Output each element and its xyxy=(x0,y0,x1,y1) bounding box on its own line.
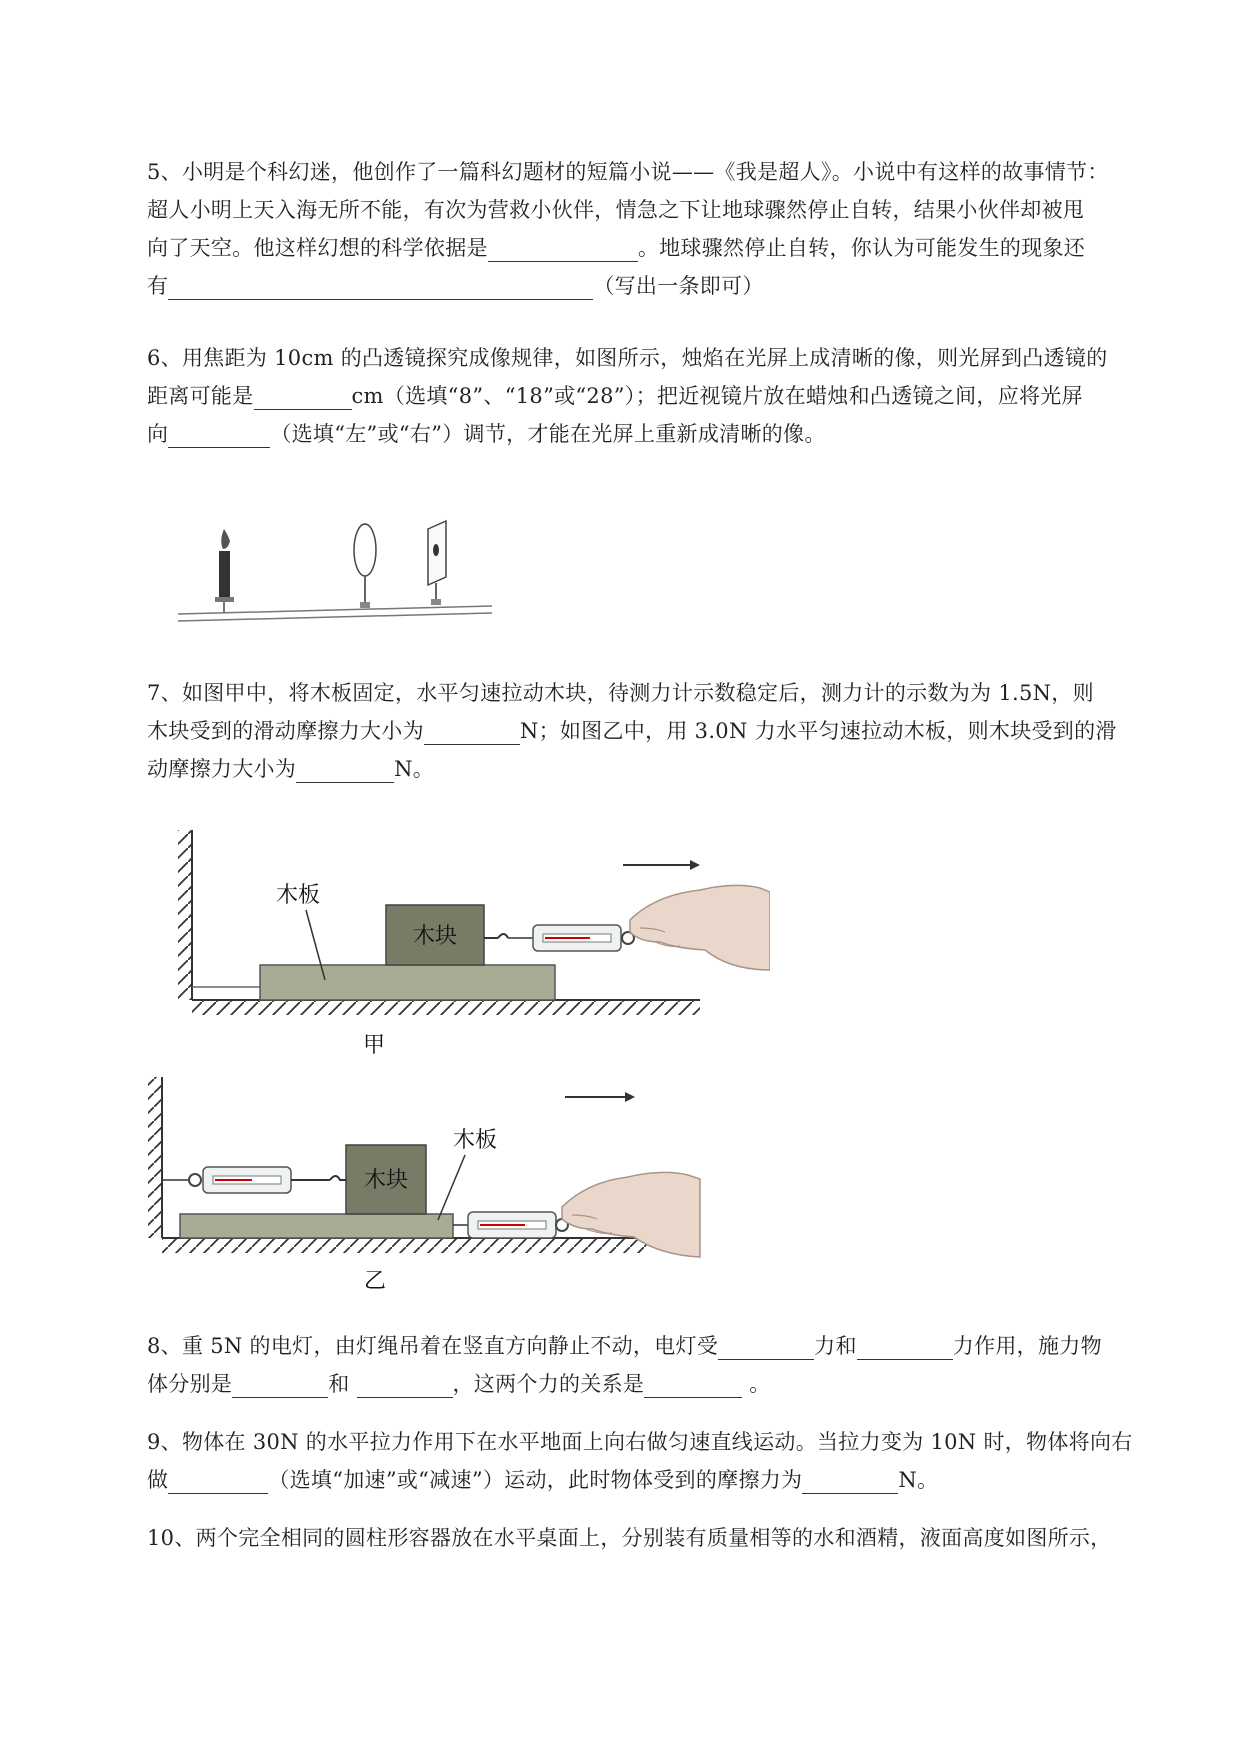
q7-line-3 xyxy=(147,753,434,783)
q8-answer-blank-5[interactable] xyxy=(644,1375,742,1398)
optical-bench-figure xyxy=(170,505,500,630)
q7-answer-blank-2[interactable] xyxy=(296,760,394,783)
q7-line-2 xyxy=(147,715,1117,745)
q8-line-1 xyxy=(147,1330,1102,1360)
optical-bench xyxy=(178,606,492,621)
wooden-board xyxy=(180,1214,453,1238)
q9-answer-blank-2[interactable] xyxy=(802,1471,898,1494)
board-label: 木板 xyxy=(275,883,321,908)
pulling-spring-scale xyxy=(453,1212,568,1238)
q6-answer-blank-2[interactable] xyxy=(168,425,270,448)
q5-line-2: 超人小明上天入海无所不能，有次为营救小伙伴，情急之下让地球骤然停止自转，结果小伙伴却被甩 xyxy=(147,198,1085,222)
q6-line-2 xyxy=(147,380,1083,410)
q5-line-4 xyxy=(147,270,764,300)
q6-line-1: 6、用焦距为 10cm 的凸透镜探究成像规律，如图所示，烛焰在光屏上成清晰的像，则光屏到凸透镜的 xyxy=(147,346,1108,370)
q5-text: 。地球骤然停止自转，你认为可能发生的现象还 xyxy=(637,236,1086,260)
friction-figure-jia xyxy=(160,820,770,1060)
q8-text: 和 xyxy=(328,1372,350,1396)
q8-text: 体分别是 xyxy=(147,1372,233,1396)
q6-text: 距离可能是 xyxy=(147,384,254,408)
board-label: 木板 xyxy=(452,1128,498,1153)
q5-text: 向了天空。他这样幻想的科学依据是 xyxy=(147,236,488,260)
q8-text: 8、重 5N 的电灯，由灯绳吊着在竖直方向静止不动，电灯受 xyxy=(147,1334,719,1358)
q8-answer-blank-4[interactable] xyxy=(357,1375,453,1398)
q6-line-3 xyxy=(147,418,826,448)
convex-lens xyxy=(354,524,376,608)
block-label: 木块 xyxy=(412,924,458,949)
pull-direction-arrow xyxy=(565,1092,635,1102)
spring-scale xyxy=(484,925,634,951)
q8-text: 力作用，施力物 xyxy=(952,1334,1102,1358)
q7-text: 动摩擦力大小为 xyxy=(147,757,297,781)
figure-caption: 乙 xyxy=(363,1269,387,1294)
question-8 xyxy=(147,1330,1172,1410)
q9-text: （选填“加速”或“减速”）运动，此时物体受到的摩擦力为 xyxy=(268,1468,803,1492)
question-10 xyxy=(147,1522,1172,1562)
q6-text: （选填“左”或“右”）调节，才能在光屏上重新成清晰的像。 xyxy=(270,422,826,446)
light-screen xyxy=(428,521,446,605)
q5-answer-blank-2[interactable] xyxy=(168,277,593,300)
q7-text: 木块受到的滑动摩擦力大小为 xyxy=(147,719,424,743)
pull-direction-arrow xyxy=(623,860,700,870)
q8-text: ，这两个力的关系是 xyxy=(452,1372,645,1396)
q6-text: 向 xyxy=(147,422,169,446)
wall xyxy=(148,1077,162,1238)
q8-line-2 xyxy=(147,1368,771,1398)
q7-text: N。 xyxy=(394,757,435,781)
ground xyxy=(162,1238,648,1253)
q8-text: 力和 xyxy=(814,1334,857,1358)
q8-answer-blank-2[interactable] xyxy=(857,1337,953,1360)
q7-line-1: 7、如图甲中，将木板固定，水平匀速拉动木块，待测力计示数稳定后，测力计的示数为为 1.5N，则 xyxy=(147,681,1094,705)
figure-caption: 甲 xyxy=(362,1033,386,1058)
q7-text: N；如图乙中，用 3.0N 力水平匀速拉动木板，则木块受到的滑 xyxy=(519,719,1117,743)
wall xyxy=(178,830,192,1000)
q6-text: cm（选填“8”、“18”或“28”）；把近视镜片放在蜡烛和凸透镜之间，应将光屏 xyxy=(351,384,1083,408)
question-9 xyxy=(147,1426,1172,1506)
q5-line-3 xyxy=(147,232,1085,262)
q5-line-1: 5、小明是个科幻迷，他创作了一篇科幻题材的短篇小说——《我是超人》。小说中有这样的故事情节： xyxy=(147,160,1109,184)
question-5 xyxy=(147,156,1172,306)
q5-answer-blank-1[interactable] xyxy=(488,239,638,262)
q9-text: N。 xyxy=(898,1468,939,1492)
q9-line-1: 9、物体在 30N 的水平拉力作用下在水平地面上向右做匀速直线运动。当拉力变为 10N 时，物体将向右 xyxy=(147,1430,1133,1454)
board-label-pointer xyxy=(438,1155,465,1220)
q10-line-1: 10、两个完全相同的圆柱形容器放在水平桌面上，分别装有质量相等的水和酒精，液面高度如图所示， xyxy=(147,1526,1112,1550)
q8-answer-blank-1[interactable] xyxy=(718,1337,814,1360)
q7-answer-blank-1[interactable] xyxy=(424,722,520,745)
ground xyxy=(192,1000,700,1015)
question-6 xyxy=(147,342,1172,457)
fixed-spring-scale xyxy=(162,1167,346,1193)
q5-text: 有 xyxy=(147,274,169,298)
hand-icon xyxy=(630,885,770,970)
q9-text: 做 xyxy=(147,1468,169,1492)
q8-answer-blank-3[interactable] xyxy=(232,1375,328,1398)
q5-text: （写出一条即可） xyxy=(593,274,764,298)
q8-text: 。 xyxy=(749,1372,771,1396)
q9-answer-blank-1[interactable] xyxy=(168,1471,268,1494)
q6-answer-blank-1[interactable] xyxy=(254,387,352,410)
q9-line-2 xyxy=(147,1464,938,1494)
wooden-board xyxy=(260,965,555,1000)
block-label: 木块 xyxy=(363,1168,409,1193)
candle xyxy=(215,529,234,613)
friction-figure-yi xyxy=(140,1065,740,1300)
question-7 xyxy=(147,677,1172,792)
